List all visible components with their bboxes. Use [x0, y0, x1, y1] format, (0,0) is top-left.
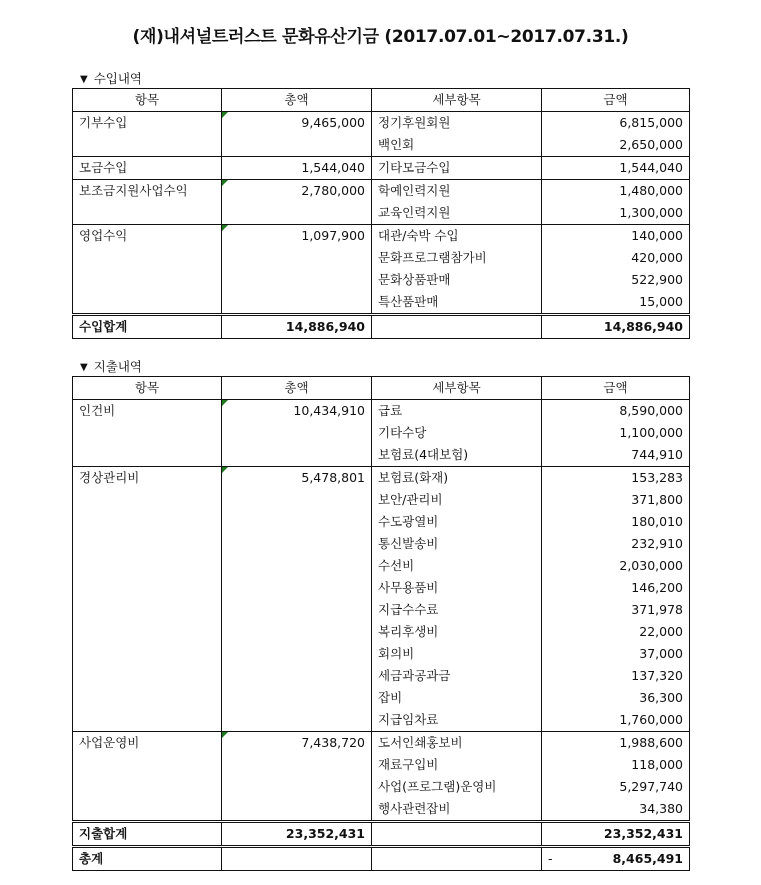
category-total-cell [222, 247, 372, 269]
income-body [73, 112, 690, 315]
detail-name-cell: 급료 [372, 400, 542, 423]
detail-amount-cell: 118,000 [542, 754, 690, 776]
category-cell [73, 422, 222, 444]
category-total-value: 5,478,801 [301, 470, 365, 485]
cell-comment-marker-icon [222, 400, 228, 406]
category-cell: 보조금지원사업수익 [73, 180, 222, 203]
category-cell [73, 599, 222, 621]
detail-name-cell: 회의비 [372, 643, 542, 665]
category-total-cell [222, 400, 372, 423]
category-total-cell [222, 291, 372, 315]
category-total-cell [222, 112, 372, 135]
table-row [73, 134, 690, 157]
table-row [73, 225, 690, 248]
income-section-label [80, 69, 142, 87]
detail-amount-cell: 6,815,000 [542, 112, 690, 135]
column-header-amount: 금액 [542, 89, 690, 112]
detail-name-cell: 특산품판매 [372, 291, 542, 315]
table-row [73, 754, 690, 776]
table-row [73, 621, 690, 643]
detail-amount-cell: 153,283 [542, 467, 690, 490]
category-total-cell [222, 180, 372, 203]
category-cell [73, 202, 222, 225]
page-title: (재)내셔널트러스트 문화유산기금 (2017.07.01~2017.07.31.) [132, 27, 629, 47]
detail-amount-cell: 1,100,000 [542, 422, 690, 444]
detail-name-cell: 잡비 [372, 687, 542, 709]
category-total-cell [222, 533, 372, 555]
category-total-value: 9,465,000 [301, 115, 365, 130]
category-cell [73, 533, 222, 555]
table-row [73, 709, 690, 732]
expense-total-value: 23,352,431 [222, 822, 372, 847]
income-total-label: 수입합계 [73, 315, 222, 339]
column-header-category: 항목 [73, 89, 222, 112]
category-total-cell [222, 225, 372, 248]
table-row [73, 577, 690, 599]
category-cell [73, 489, 222, 511]
detail-amount-cell: 2,650,000 [542, 134, 690, 157]
income-header-row [73, 89, 690, 112]
category-cell [73, 665, 222, 687]
category-cell [73, 555, 222, 577]
category-cell [73, 776, 222, 798]
expense-section-label [80, 357, 142, 375]
category-total-cell [222, 732, 372, 755]
category-cell [73, 621, 222, 643]
cell-comment-marker-icon [222, 225, 228, 231]
detail-amount-cell: 34,380 [542, 798, 690, 822]
category-cell [73, 134, 222, 157]
column-header-amount: 금액 [542, 377, 690, 400]
category-total-cell [222, 467, 372, 490]
grand-total-value-cell [542, 847, 690, 871]
expense-body [73, 400, 690, 822]
category-total-cell [222, 489, 372, 511]
category-cell [73, 269, 222, 291]
category-cell: 사업운영비 [73, 732, 222, 755]
detail-amount-cell: 137,320 [542, 665, 690, 687]
detail-amount-cell: 5,297,740 [542, 776, 690, 798]
table-row [73, 533, 690, 555]
triangle-down-icon: ▼ [80, 362, 88, 373]
category-cell [73, 247, 222, 269]
detail-name-cell: 기타모금수입 [372, 157, 542, 180]
detail-name-cell: 보험료(4대보험) [372, 444, 542, 467]
table-row [73, 400, 690, 423]
detail-amount-cell: 36,300 [542, 687, 690, 709]
table-row [73, 467, 690, 490]
category-total-cell [222, 709, 372, 732]
detail-name-cell: 문화상품판매 [372, 269, 542, 291]
column-header-total: 총액 [222, 377, 372, 400]
detail-amount-cell: 744,910 [542, 444, 690, 467]
detail-amount-cell: 140,000 [542, 225, 690, 248]
detail-amount-cell: 1,300,000 [542, 202, 690, 225]
category-total-cell [222, 665, 372, 687]
grand-total-sign: - [548, 851, 553, 866]
detail-name-cell: 문화프로그램참가비 [372, 247, 542, 269]
table-row [73, 489, 690, 511]
detail-amount-cell: 371,978 [542, 599, 690, 621]
category-cell [73, 754, 222, 776]
detail-amount-cell: 37,000 [542, 643, 690, 665]
grand-total-empty-1 [222, 847, 372, 871]
category-cell [73, 687, 222, 709]
income-total-value: 14,886,940 [222, 315, 372, 339]
table-row [73, 247, 690, 269]
category-total-value: 1,097,900 [301, 228, 365, 243]
table-row [73, 112, 690, 135]
category-cell [73, 643, 222, 665]
column-header-detail: 세부항목 [372, 377, 542, 400]
category-total-cell [222, 134, 372, 157]
expense-section-title: 지출내역 [93, 359, 143, 374]
category-cell: 모금수입 [73, 157, 222, 180]
detail-amount-cell: 371,800 [542, 489, 690, 511]
detail-name-cell: 교육인력지원 [372, 202, 542, 225]
table-row [73, 732, 690, 755]
category-total-value: 7,438,720 [301, 735, 365, 750]
category-total-cell [222, 621, 372, 643]
table-row [73, 776, 690, 798]
category-total-cell [222, 577, 372, 599]
detail-amount-cell: 146,200 [542, 577, 690, 599]
expense-total-detail-value: 23,352,431 [542, 822, 690, 847]
income-section-title: 수입내역 [93, 71, 143, 86]
expense-total-detail-empty [372, 822, 542, 847]
detail-amount-cell: 1,988,600 [542, 732, 690, 755]
category-cell [73, 291, 222, 315]
table-row [73, 665, 690, 687]
category-cell [73, 798, 222, 822]
detail-name-cell: 사업(프로그램)운영비 [372, 776, 542, 798]
income-total-detail-value: 14,886,940 [542, 315, 690, 339]
category-total-cell [222, 269, 372, 291]
category-total-cell [222, 202, 372, 225]
cell-comment-marker-icon [222, 180, 228, 186]
cell-comment-marker-icon [222, 732, 228, 738]
table-row [73, 157, 690, 180]
grand-total-row [73, 847, 690, 871]
expense-total-row [73, 822, 690, 847]
category-total-cell [222, 157, 372, 180]
detail-amount-cell: 15,000 [542, 291, 690, 315]
detail-name-cell: 백인회 [372, 134, 542, 157]
table-row [73, 422, 690, 444]
category-total-cell [222, 643, 372, 665]
expense-table [72, 376, 690, 871]
detail-amount-cell: 232,910 [542, 533, 690, 555]
category-total-cell [222, 444, 372, 467]
detail-name-cell: 정기후원회원 [372, 112, 542, 135]
detail-name-cell: 수선비 [372, 555, 542, 577]
detail-amount-cell: 522,900 [542, 269, 690, 291]
detail-amount-cell: 1,544,040 [542, 157, 690, 180]
table-row [73, 555, 690, 577]
income-total-detail-empty [372, 315, 542, 339]
column-header-detail: 세부항목 [372, 89, 542, 112]
table-row [73, 511, 690, 533]
detail-name-cell: 재료구입비 [372, 754, 542, 776]
detail-name-cell: 수도광열비 [372, 511, 542, 533]
detail-amount-cell: 1,480,000 [542, 180, 690, 203]
category-total-cell [222, 687, 372, 709]
grand-total-empty-2 [372, 847, 542, 871]
category-cell [73, 444, 222, 467]
detail-name-cell: 복리후생비 [372, 621, 542, 643]
category-total-cell [222, 798, 372, 822]
cell-comment-marker-icon [222, 467, 228, 473]
category-total-cell [222, 754, 372, 776]
expense-header-row [73, 377, 690, 400]
triangle-down-icon: ▼ [80, 74, 88, 85]
income-total-row [73, 315, 690, 339]
detail-amount-cell: 180,010 [542, 511, 690, 533]
detail-name-cell: 도서인쇄홍보비 [372, 732, 542, 755]
table-row [73, 180, 690, 203]
detail-name-cell: 행사관련잡비 [372, 798, 542, 822]
detail-name-cell: 대관/숙박 수입 [372, 225, 542, 248]
grand-total-value: 8,465,491 [612, 851, 683, 866]
detail-name-cell: 세금과공과금 [372, 665, 542, 687]
category-cell: 인건비 [73, 400, 222, 423]
detail-amount-cell: 1,760,000 [542, 709, 690, 732]
category-total-value: 10,434,910 [293, 403, 365, 418]
detail-name-cell: 지급임차료 [372, 709, 542, 732]
column-header-category: 항목 [73, 377, 222, 400]
category-cell [73, 511, 222, 533]
cell-comment-marker-icon [222, 112, 228, 118]
detail-name-cell: 지급수수료 [372, 599, 542, 621]
table-row [73, 202, 690, 225]
category-cell: 경상관리비 [73, 467, 222, 490]
detail-name-cell: 통신발송비 [372, 533, 542, 555]
category-total-value: 2,780,000 [301, 183, 365, 198]
category-cell [73, 709, 222, 732]
detail-amount-cell: 8,590,000 [542, 400, 690, 423]
category-cell: 기부수입 [73, 112, 222, 135]
category-total-cell [222, 599, 372, 621]
detail-amount-cell: 420,000 [542, 247, 690, 269]
detail-amount-cell: 2,030,000 [542, 555, 690, 577]
detail-amount-cell: 22,000 [542, 621, 690, 643]
table-row [73, 444, 690, 467]
detail-name-cell: 사무용품비 [372, 577, 542, 599]
detail-name-cell: 보안/관리비 [372, 489, 542, 511]
category-total-cell [222, 511, 372, 533]
grand-total-label: 총계 [73, 847, 222, 871]
detail-name-cell: 학예인력지원 [372, 180, 542, 203]
category-cell [73, 577, 222, 599]
table-row [73, 643, 690, 665]
category-cell: 영업수익 [73, 225, 222, 248]
table-row [73, 599, 690, 621]
category-total-cell [222, 776, 372, 798]
table-row [73, 798, 690, 822]
detail-name-cell: 기타수당 [372, 422, 542, 444]
table-row [73, 687, 690, 709]
expense-total-label: 지출합계 [73, 822, 222, 847]
table-row [73, 291, 690, 315]
category-total-value: 1,544,040 [301, 160, 365, 175]
column-header-total: 총액 [222, 89, 372, 112]
income-table [72, 88, 690, 339]
category-total-cell [222, 555, 372, 577]
category-total-cell [222, 422, 372, 444]
table-row [73, 269, 690, 291]
detail-name-cell: 보험료(화재) [372, 467, 542, 490]
